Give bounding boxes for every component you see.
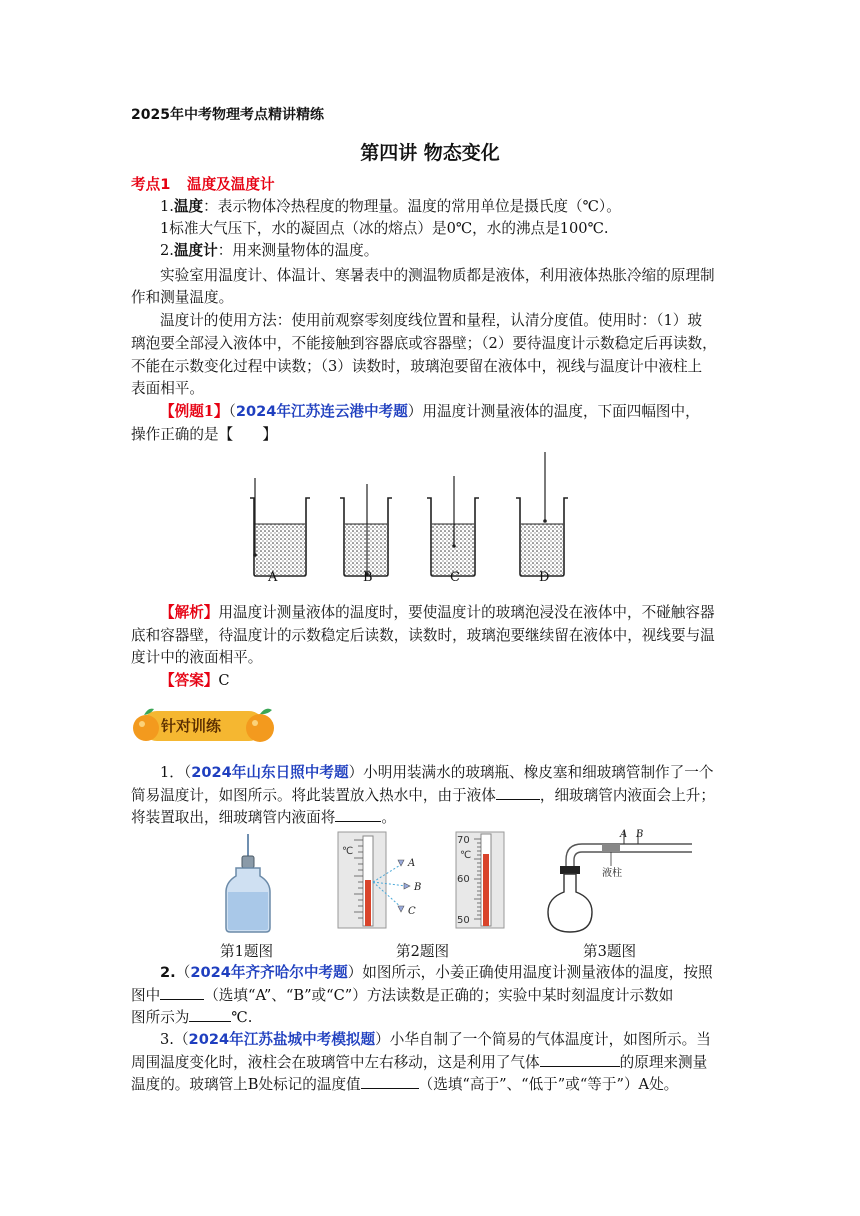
answer-line <box>160 670 230 692</box>
beakers-figure <box>240 450 580 588</box>
definition: 用来测量物体的温度。 <box>232 242 379 259</box>
item-number: 2. <box>160 242 174 259</box>
example-source: 2024年江苏连云港中考题 <box>235 403 408 420</box>
view-label-b: B <box>414 882 422 893</box>
section-heading <box>131 174 275 196</box>
option-label-b: B <box>363 570 373 585</box>
lecture-title: 第四讲 物态变化 <box>360 142 500 164</box>
analysis-line <box>160 602 715 624</box>
analysis-line: 度计中的液面相平。 <box>131 649 263 666</box>
question-source: 2024年山东日照中考题 <box>191 764 349 781</box>
option-label-a: A <box>268 570 278 585</box>
beaker-d <box>516 452 568 576</box>
question-source: 2024年江苏盐城中考模拟题 <box>188 1031 376 1048</box>
question-1-line1 <box>160 762 713 784</box>
question-text: ，细玻璃管内液面会上升； <box>539 787 715 804</box>
bracket: （ <box>228 403 236 420</box>
question-text: 周围温度变化时，液柱会在玻璃管中左右移动，这是利用了气体 <box>131 1054 540 1071</box>
question-number: 3. <box>160 1031 174 1048</box>
paragraph-thermometer <box>160 240 378 262</box>
term: 温度计 <box>173 242 218 259</box>
paragraph-freezing-point: 1标准大气压下，水的凝固点（冰的熔点）是0℃，水的沸点是100℃. <box>160 220 609 237</box>
tick-label: 50 <box>457 915 470 926</box>
question-text: 简易温度计，如图所示。将此装置放入热水中，由于液体 <box>131 787 496 804</box>
answer-blank[interactable] <box>496 785 540 800</box>
question-text: 图所示为 <box>131 1009 190 1026</box>
term: 温度 <box>173 198 204 215</box>
analysis-tag: 【解析】 <box>160 604 219 621</box>
section-name: 温度及温度计 <box>186 176 275 193</box>
question-text: 小明用装满水的玻璃瓶、橡皮塞和细玻璃管制作了一个 <box>363 764 714 781</box>
gas-thermometer-figure <box>544 826 694 936</box>
beaker-b <box>340 484 392 576</box>
answer-blank[interactable] <box>540 1052 620 1067</box>
question-text: （选填“A”、“B”或“C”）方法读数是正确的；实验中某时刻温度计示数如 <box>204 987 674 1004</box>
option-label-c: C <box>450 570 460 585</box>
tick-label: 70 <box>457 835 470 846</box>
figure-caption-2: 第2题图 <box>396 943 450 960</box>
training-banner <box>128 702 278 748</box>
paragraph-line: 表面相平。 <box>131 380 204 397</box>
paragraph-line: 璃泡要全部浸入液体中，不能接触到容器底或容器壁；（2）要待温度计示数稳定后再读数， <box>131 335 717 352</box>
paragraph-line: 温度计的使用方法：使用前观察零刻度线位置和量程，认清分度值。使用时：（1）玻 <box>160 312 702 329</box>
document-header: 2025年中考物理考点精讲精练 <box>131 107 324 123</box>
example-text: 用温度计测量液体的温度，下面四幅图中， <box>422 403 700 420</box>
bracket: （ <box>173 1031 189 1048</box>
liquid-column-label: 液柱 <box>602 868 622 879</box>
unit-label: ℃ <box>342 846 354 857</box>
paragraph-line: 作和测量温度。 <box>131 289 234 306</box>
question-text: ℃. <box>231 1009 253 1026</box>
question-text: 的原理来测量 <box>619 1054 708 1071</box>
bracket: （ <box>183 764 192 781</box>
question-2-line2 <box>131 985 673 1007</box>
beaker-c <box>427 476 479 576</box>
question-text: 图中 <box>131 987 161 1004</box>
section-label: 考点1 <box>131 176 171 193</box>
question-number: 1． <box>160 764 184 781</box>
question-3-line2 <box>131 1052 707 1074</box>
question-text: 温度的。玻璃管上B处标记的温度值 <box>131 1076 361 1093</box>
answer-value: C <box>218 672 230 689</box>
analysis-line: 底和容器壁，待温度计的示数稳定后读数，读数时，玻璃泡要继续留在液体中，视线要与温 <box>131 627 715 644</box>
question-3-line3 <box>131 1074 678 1096</box>
question-text: 。 <box>381 809 396 826</box>
bracket: （ <box>175 964 191 981</box>
training-label: 针对训练 <box>161 717 222 735</box>
answer-blank[interactable] <box>361 1074 419 1089</box>
view-label-a: A <box>408 858 416 869</box>
answer-tag: 【答案】 <box>160 672 219 689</box>
analysis-text: 用温度计测量液体的温度时，要使温度计的玻璃泡浸没在液体中，不碰触容器 <box>218 604 715 621</box>
view-label-c: C <box>408 906 416 917</box>
question-number: 2. <box>160 964 176 981</box>
colon: ： <box>217 242 233 259</box>
paragraph-line: 实验室用温度计、体温计、寒暑表中的测温物质都是液体，利用液体热胀冷缩的原理制 <box>160 267 715 284</box>
paragraph-line: 不能在示数变化过程中读数；（3）读数时，玻璃泡要留在液体中，视线与温度计中液柱上 <box>131 358 703 375</box>
question-text: 将装置取出，细玻璃管内液面将 <box>131 809 336 826</box>
item-number: 1. <box>160 198 174 215</box>
answer-blank[interactable] <box>335 807 381 822</box>
bracket: ） <box>348 764 364 781</box>
question-text: 小华自制了一个简易的气体温度计，如图所示。当 <box>389 1031 711 1048</box>
question-text: （选填“高于”、“低于”或“等于”）A处。 <box>418 1076 679 1093</box>
question-2-line1 <box>160 962 713 984</box>
thermometer-scale-figure <box>454 830 506 930</box>
colon: ： <box>203 198 218 215</box>
paragraph-temperature <box>160 196 621 218</box>
option-label-d: D <box>539 570 550 585</box>
bracket: ） <box>375 1031 390 1048</box>
tick-label: 60 <box>457 874 470 885</box>
beaker-a <box>250 478 310 576</box>
question-source: 2024年齐齐哈尔中考题 <box>190 964 348 981</box>
definition: 表示物体冷热程度的物理量。温度的常用单位是摄氏度（℃）。 <box>217 198 621 215</box>
figure-caption-1: 第1题图 <box>220 943 274 960</box>
question-2-line3 <box>131 1007 252 1029</box>
unit-label: ℃ <box>460 850 472 861</box>
question-1-line2 <box>131 785 715 807</box>
thermometer-reading-figure <box>336 830 432 930</box>
figure-caption-3: 第3题图 <box>583 943 637 960</box>
example-question-line2: 操作正确的是【 】 <box>131 426 277 443</box>
question-3-line1 <box>160 1029 711 1051</box>
bracket: ） <box>407 403 423 420</box>
answer-blank[interactable] <box>160 985 204 1000</box>
bottle-thermometer-figure <box>222 832 274 934</box>
question-1-line3 <box>131 807 396 829</box>
example-question <box>160 401 700 423</box>
question-text: 如图所示，小姜正确使用温度计测量液体的温度，按照 <box>362 964 713 981</box>
bracket: ） <box>347 964 363 981</box>
tube-label-b: B <box>636 829 644 840</box>
example-tag: 【例题1】 <box>160 403 229 420</box>
answer-blank[interactable] <box>189 1007 231 1022</box>
tube-label-a: A <box>620 829 628 840</box>
